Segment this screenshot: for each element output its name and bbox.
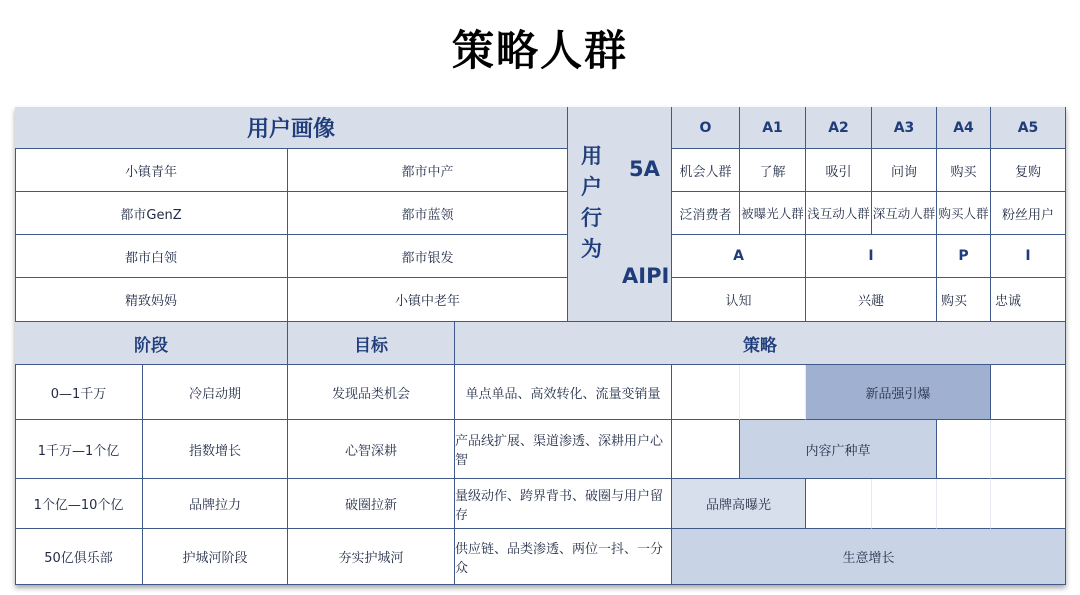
behavior-vertical-label: [581, 141, 601, 265]
aipi-letter-i2: I: [991, 235, 1066, 278]
audience-cell: 被曝光人群: [740, 192, 806, 235]
stage-cell: 复购: [991, 149, 1066, 192]
behavior-char: 为: [581, 237, 602, 261]
aipi-letter-i: I: [806, 235, 937, 278]
persona-cell: 小镇青年: [15, 149, 288, 192]
goal-cell: 发现品类机会: [288, 365, 455, 420]
goal-cell: 破圈拉新: [288, 479, 455, 529]
stage-header-o: O: [672, 107, 740, 149]
grid-cell: [672, 420, 740, 479]
stage-header-a1: A1: [740, 107, 806, 149]
persona-cell: 小镇中老年: [288, 278, 568, 322]
stage-name: 冷启动期: [143, 365, 288, 420]
stage-header-a2: A2: [806, 107, 872, 149]
aipi-word: 购买: [937, 278, 991, 322]
aipi-word: 忠诚: [991, 278, 1066, 322]
stage-header-a4: A4: [937, 107, 991, 149]
revenue-range: 50亿俱乐部: [15, 529, 143, 585]
audience-cell: 浅互动人群: [806, 192, 872, 235]
stage-header-a3: A3: [872, 107, 937, 149]
strategy-bar: 新品强引爆: [806, 365, 991, 420]
page-title: 策略人群: [451, 26, 628, 75]
stage-cell: 了解: [740, 149, 806, 192]
behavior-char: 户: [581, 175, 602, 199]
grid-cell: [872, 479, 937, 529]
stage-header-a5: A5: [991, 107, 1066, 149]
strategy-bar: 生意增长: [672, 529, 1066, 585]
grid-cell: [991, 420, 1066, 479]
grid-cell: [937, 479, 991, 529]
grid-cell: [937, 420, 991, 479]
aipi-letter-a: A: [672, 235, 806, 278]
audience-cell: 粉丝用户: [991, 192, 1066, 235]
stage-name: 品牌拉力: [143, 479, 288, 529]
strategy-bar: 品牌高曝光: [672, 479, 806, 529]
strategy-cell: 产品线扩展、渠道渗透、深耕用户心智: [455, 420, 672, 479]
stage-cell: 吸引: [806, 149, 872, 192]
aipi-word: 认知: [672, 278, 806, 322]
persona-cell: 都市蓝领: [288, 192, 568, 235]
strategy-column-header: 策略: [455, 322, 1066, 365]
goal-cell: 夯实护城河: [288, 529, 455, 585]
persona-header: 用户画像: [15, 107, 568, 149]
goal-cell: 心智深耕: [288, 420, 455, 479]
persona-cell: 都市GenZ: [15, 192, 288, 235]
revenue-range: 1千万—1个亿: [15, 420, 143, 479]
aipi-word: 兴趣: [806, 278, 937, 322]
behavior-char: 行: [581, 206, 602, 230]
grid-cell: [991, 365, 1066, 420]
goal-column-header: 目标: [288, 322, 455, 365]
stage-name: 护城河阶段: [143, 529, 288, 585]
label-5a: 5A: [629, 157, 660, 181]
grid-cell: [806, 479, 872, 529]
grid-cell: [672, 365, 740, 420]
grid-cell: [740, 365, 806, 420]
behavior-char: 用: [581, 144, 602, 168]
aipi-letter-p: P: [937, 235, 991, 278]
stage-cell: 问询: [872, 149, 937, 192]
stage-column-header: 阶段: [15, 322, 288, 365]
audience-cell: 深互动人群: [872, 192, 937, 235]
strategy-cell: 单点单品、高效转化、流量变销量: [455, 365, 672, 420]
stage-cell: 购买: [937, 149, 991, 192]
persona-cell: 都市白领: [15, 235, 288, 278]
revenue-range: 1个亿—10个亿: [15, 479, 143, 529]
persona-cell: 都市银发: [288, 235, 568, 278]
stage-cell: 机会人群: [672, 149, 740, 192]
persona-cell: 都市中产: [288, 149, 568, 192]
audience-cell: 泛消费者: [672, 192, 740, 235]
strategy-cell: 供应链、品类渗透、两位一抖、一分众: [455, 529, 672, 585]
strategy-bar: 内容广种草: [740, 420, 937, 479]
stage-name: 指数增长: [143, 420, 288, 479]
persona-cell: 精致妈妈: [15, 278, 288, 322]
strategy-cell: 量级动作、跨界背书、破圈与用户留存: [455, 479, 672, 529]
grid-cell: [991, 479, 1066, 529]
label-aipi: AIPI: [622, 264, 670, 288]
audience-cell: 购买人群: [937, 192, 991, 235]
revenue-range: 0—1千万: [15, 365, 143, 420]
